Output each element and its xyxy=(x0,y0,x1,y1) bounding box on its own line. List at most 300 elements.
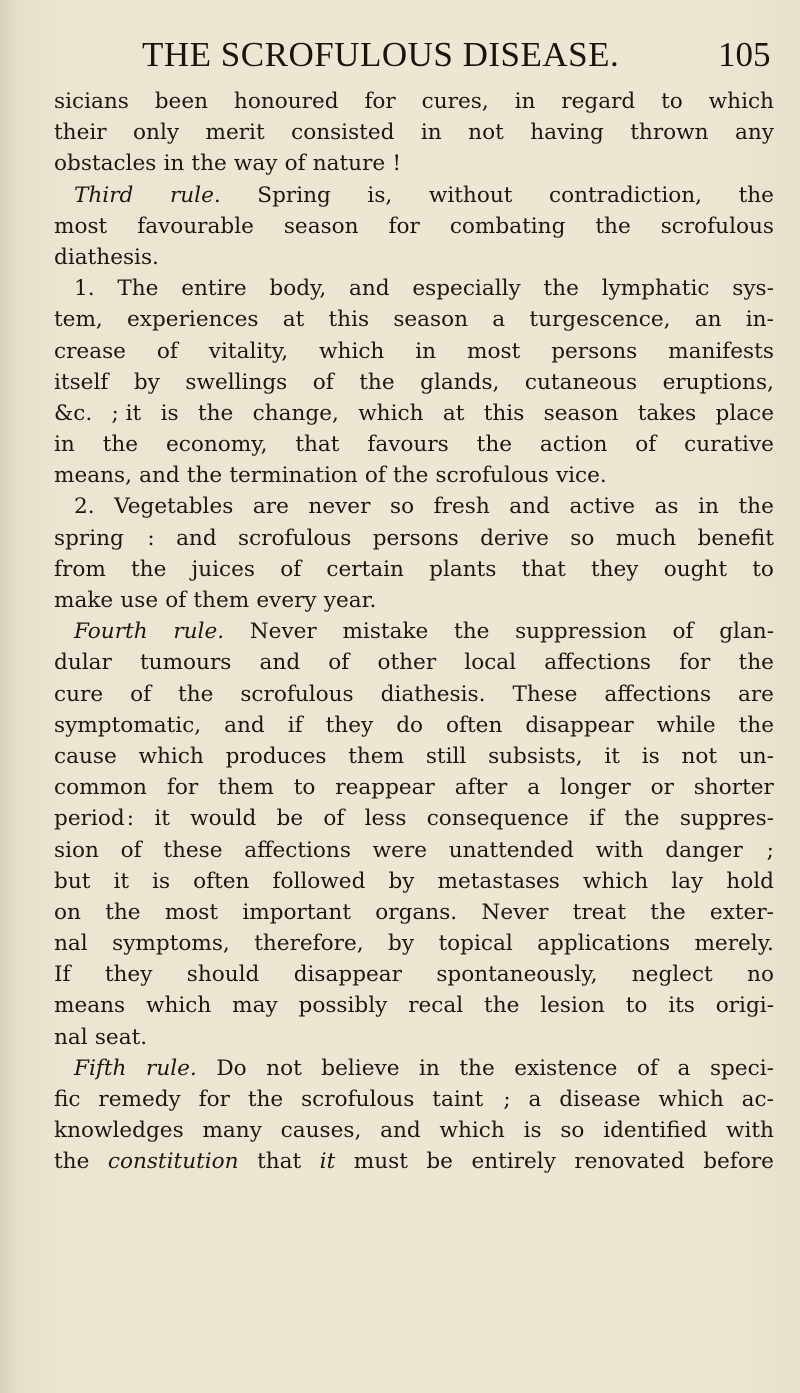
word: to xyxy=(625,993,648,1019)
word: disappear xyxy=(525,712,634,738)
word: symptoms, xyxy=(112,931,230,957)
word: the xyxy=(247,1087,284,1112)
text-line xyxy=(54,897,774,928)
text-line xyxy=(54,429,774,460)
word: the xyxy=(484,993,520,1019)
word: glands, xyxy=(420,369,500,395)
word: eruptions, xyxy=(662,369,774,395)
word: spontaneously, xyxy=(436,962,598,988)
word: cures, xyxy=(421,89,489,114)
word: exter- xyxy=(709,899,774,925)
word: having xyxy=(530,120,604,146)
word: the xyxy=(359,369,395,395)
text-line xyxy=(54,835,774,866)
word: &c. xyxy=(54,400,93,426)
word: still xyxy=(425,743,467,769)
word: the xyxy=(178,681,214,707)
word: certain xyxy=(326,556,404,582)
word: remedy xyxy=(98,1087,181,1112)
word: a xyxy=(527,775,541,801)
word: glan- xyxy=(719,619,774,645)
word: tumours xyxy=(140,650,232,676)
word: juices xyxy=(191,556,256,582)
word: which xyxy=(358,400,424,426)
word: year. xyxy=(323,588,377,613)
word: The xyxy=(117,276,159,302)
word: many xyxy=(202,1118,262,1144)
word: which xyxy=(138,743,204,769)
word: were xyxy=(372,837,427,863)
word: of xyxy=(284,151,306,177)
word: that xyxy=(257,1149,302,1175)
word: neglect xyxy=(631,962,713,988)
text-line xyxy=(54,1084,774,1115)
word: for xyxy=(679,650,711,676)
word: they xyxy=(590,556,639,582)
word: at xyxy=(282,307,305,333)
word: These xyxy=(512,681,578,707)
word: it xyxy=(319,1149,336,1175)
word: knowledges xyxy=(54,1118,184,1144)
word: this xyxy=(328,307,370,333)
word: so xyxy=(560,1118,585,1144)
word: contradiction, xyxy=(548,182,703,208)
word: therefore, xyxy=(254,931,364,957)
word: rule. xyxy=(146,1055,197,1081)
word: not xyxy=(468,120,504,146)
text-line xyxy=(54,616,774,647)
text-line xyxy=(54,180,774,211)
word: taint xyxy=(432,1087,484,1112)
word: that xyxy=(295,432,340,458)
word: must xyxy=(353,1149,408,1175)
word: regard xyxy=(561,89,636,114)
word: to xyxy=(752,556,774,582)
word: favourable xyxy=(137,213,254,239)
word: lesion xyxy=(540,993,605,1019)
word: ; it xyxy=(111,400,142,426)
text-line xyxy=(54,1146,774,1177)
word: the xyxy=(738,182,774,208)
text-line xyxy=(54,273,774,304)
word: for xyxy=(166,775,199,801)
word: takes xyxy=(637,400,697,426)
word: less xyxy=(364,806,407,832)
text-line xyxy=(54,242,774,273)
word: way xyxy=(233,151,278,177)
word: is xyxy=(160,400,179,426)
text-line xyxy=(54,959,774,990)
word: mistake xyxy=(342,619,429,645)
word: if xyxy=(287,712,303,738)
word: of xyxy=(120,837,142,863)
word: shorter xyxy=(693,775,774,801)
word: the xyxy=(454,619,490,645)
word: of xyxy=(323,806,345,832)
word: with xyxy=(595,837,644,863)
word: disappear xyxy=(293,962,402,988)
word: it xyxy=(113,868,130,894)
word: scrofulous xyxy=(435,463,549,489)
word: at xyxy=(442,400,465,426)
word: merely. xyxy=(694,931,774,957)
word: be xyxy=(426,1149,453,1175)
text-line xyxy=(54,1053,774,1084)
word: Third xyxy=(74,182,134,208)
word: the xyxy=(595,213,631,239)
word: produces xyxy=(225,743,327,769)
word: suppres- xyxy=(679,806,774,832)
word: especially xyxy=(412,276,521,302)
word: in- xyxy=(745,307,774,333)
word: Spring xyxy=(257,182,331,208)
word: the xyxy=(186,463,223,489)
word: the xyxy=(105,899,141,925)
word: they xyxy=(325,712,374,738)
word: any xyxy=(735,120,774,146)
word: these xyxy=(163,837,223,863)
word: with xyxy=(725,1118,774,1144)
word: identified xyxy=(603,1118,708,1144)
word: cure xyxy=(54,681,104,707)
word: of xyxy=(156,338,178,364)
word: be xyxy=(276,806,304,832)
word: 1. xyxy=(74,276,95,302)
word: is xyxy=(523,1118,542,1144)
text-line xyxy=(54,491,774,522)
word: If xyxy=(54,962,71,988)
word: dular xyxy=(54,650,112,676)
word: to xyxy=(293,775,316,801)
word: fresh xyxy=(433,494,490,520)
word: for xyxy=(198,1087,230,1112)
text-line xyxy=(54,304,774,335)
word: by xyxy=(388,931,415,957)
word: not xyxy=(681,743,718,769)
word: subsists, xyxy=(488,743,583,769)
word: recal xyxy=(408,993,464,1019)
word: should xyxy=(186,962,260,988)
word: topical xyxy=(438,931,513,957)
word: cause xyxy=(54,743,117,769)
word: scrofulous xyxy=(301,1087,415,1112)
word: the xyxy=(459,1055,495,1081)
body-text xyxy=(54,86,774,1178)
word: in xyxy=(163,151,185,177)
word: in xyxy=(419,1055,440,1081)
word: plants xyxy=(429,556,497,582)
word: organs. xyxy=(375,899,458,925)
word: vice. xyxy=(555,463,607,489)
word: of xyxy=(637,1055,658,1081)
word: manifests xyxy=(668,338,774,364)
word: of xyxy=(312,369,334,395)
word: affections xyxy=(604,681,712,707)
text-line xyxy=(54,647,774,678)
word: persons xyxy=(372,525,459,551)
word: un- xyxy=(738,743,774,769)
word: may xyxy=(232,993,278,1019)
word: means xyxy=(54,993,126,1019)
word: for xyxy=(388,213,420,239)
word: ; xyxy=(764,837,774,863)
text-line xyxy=(54,741,774,772)
word: Do xyxy=(216,1055,247,1081)
word: merit xyxy=(205,120,265,146)
word: of xyxy=(130,681,152,707)
word: by xyxy=(133,369,160,395)
word: is, xyxy=(367,182,393,208)
word: them xyxy=(193,588,250,613)
word: benefit xyxy=(697,525,774,551)
word: and xyxy=(139,463,180,489)
word: danger xyxy=(665,837,743,863)
word: Fourth xyxy=(74,619,148,645)
word: season xyxy=(543,400,619,426)
word: on xyxy=(54,899,81,925)
word: change, xyxy=(252,400,339,426)
word: would xyxy=(190,806,257,832)
word: often xyxy=(193,868,250,894)
text-line xyxy=(54,772,774,803)
word: experiences xyxy=(127,307,259,333)
word: nature xyxy=(312,151,386,177)
text-line xyxy=(54,86,774,117)
text-line xyxy=(54,1022,774,1053)
word: symptomatic, xyxy=(54,712,202,738)
word: action xyxy=(539,432,608,458)
word: the xyxy=(197,400,234,426)
word: Never xyxy=(481,899,549,925)
word: it xyxy=(604,743,620,769)
word: never xyxy=(308,494,371,520)
word: so xyxy=(389,494,415,520)
page-number: 105 xyxy=(718,35,771,74)
word: of xyxy=(672,619,694,645)
word: possibly xyxy=(298,993,388,1019)
word: which xyxy=(145,993,212,1019)
word: which xyxy=(319,338,385,364)
word: metastases xyxy=(437,868,560,894)
word: thrown xyxy=(630,120,709,146)
word: been xyxy=(154,89,209,114)
word: is xyxy=(152,868,171,894)
word: in xyxy=(514,89,536,114)
word: the xyxy=(543,276,579,302)
text-line xyxy=(54,710,774,741)
word: which xyxy=(439,1118,505,1144)
text-line xyxy=(54,990,774,1021)
word: other xyxy=(377,650,437,676)
word: seat. xyxy=(94,1024,148,1050)
word: are xyxy=(252,494,289,520)
word: reappear xyxy=(335,775,435,801)
text-line xyxy=(54,117,774,148)
word: not xyxy=(266,1055,302,1081)
word: the xyxy=(476,432,513,458)
word: sys- xyxy=(732,276,774,302)
word: origi- xyxy=(715,993,774,1019)
word: if xyxy=(589,806,604,832)
word: ought xyxy=(663,556,728,582)
word: termination xyxy=(229,463,358,489)
word: this xyxy=(483,400,525,426)
word: most xyxy=(164,899,219,925)
word: speci- xyxy=(709,1055,774,1081)
word: 2. xyxy=(74,494,95,520)
word: itself xyxy=(54,369,109,395)
text-line xyxy=(54,928,774,959)
text-line xyxy=(54,148,774,179)
word: scrofulous xyxy=(240,681,354,707)
word: while xyxy=(656,712,716,738)
word: crease xyxy=(54,338,126,364)
word: entirely xyxy=(471,1149,556,1175)
word: Never xyxy=(249,619,317,645)
word: an xyxy=(694,307,722,333)
word: as xyxy=(654,494,679,520)
word: after xyxy=(454,775,508,801)
word: derive xyxy=(480,525,549,551)
word: common xyxy=(54,775,147,801)
word: them xyxy=(218,775,274,801)
word: hold xyxy=(726,868,774,894)
word: longer xyxy=(559,775,631,801)
text-line xyxy=(54,523,774,554)
word: economy, xyxy=(165,432,268,458)
word: causes, xyxy=(280,1118,362,1144)
word: the xyxy=(102,432,139,458)
word: tem, xyxy=(54,307,103,333)
word: scrofulous xyxy=(238,525,352,551)
word: entire xyxy=(181,276,247,302)
word: often xyxy=(446,712,503,738)
text-line xyxy=(54,367,774,398)
word: affections xyxy=(544,650,651,676)
word: a xyxy=(528,1087,542,1112)
word: most xyxy=(467,338,521,364)
word: period : xyxy=(54,806,135,832)
word: use xyxy=(120,588,159,613)
word: in xyxy=(54,432,75,458)
word: believe xyxy=(321,1055,400,1081)
word: place xyxy=(715,400,774,426)
word: diathesis. xyxy=(54,244,159,270)
word: of xyxy=(328,650,350,676)
word: nal xyxy=(54,1024,88,1050)
word: obstacles xyxy=(54,151,157,177)
word: by xyxy=(388,868,415,894)
word: no xyxy=(747,962,774,988)
word: local xyxy=(464,650,517,676)
word: the xyxy=(624,806,660,832)
word: a xyxy=(677,1055,691,1081)
word: curative xyxy=(684,432,774,458)
text-line xyxy=(54,398,774,429)
word: for xyxy=(364,89,396,114)
word: much xyxy=(615,525,677,551)
word: Vegetables xyxy=(114,494,234,520)
word: and xyxy=(176,525,217,551)
word: means, xyxy=(54,463,132,489)
word: in xyxy=(415,338,437,364)
word: it xyxy=(154,806,170,832)
word: of xyxy=(635,432,657,458)
word: sicians xyxy=(54,89,129,114)
word: nal xyxy=(54,931,88,957)
word: favours xyxy=(367,432,449,458)
word: renovated xyxy=(574,1149,685,1175)
word: of xyxy=(280,556,302,582)
word: season xyxy=(393,307,469,333)
word: and xyxy=(348,276,390,302)
word: are xyxy=(737,681,774,707)
text-line xyxy=(54,679,774,710)
text-line xyxy=(54,211,774,242)
text-line xyxy=(54,336,774,367)
word: the xyxy=(738,494,774,520)
word: to xyxy=(661,89,683,114)
word: in xyxy=(420,120,442,146)
word: make xyxy=(54,588,114,613)
word: scrofulous xyxy=(660,213,774,239)
word: and xyxy=(509,494,550,520)
word: ! xyxy=(392,151,401,177)
word: disease xyxy=(559,1087,641,1112)
word: cutaneous xyxy=(524,369,638,395)
word: its xyxy=(668,993,695,1019)
word: consequence xyxy=(426,806,569,832)
word: only xyxy=(133,120,180,146)
running-head xyxy=(0,30,800,80)
word: rule. xyxy=(173,619,225,645)
word: ac- xyxy=(741,1087,774,1112)
word: ; xyxy=(501,1087,511,1112)
word: or xyxy=(650,775,674,801)
word: a xyxy=(492,307,506,333)
word: them xyxy=(348,743,405,769)
word: the xyxy=(54,1149,90,1175)
word: before xyxy=(703,1149,774,1175)
word: their xyxy=(54,120,107,146)
text-line xyxy=(54,460,774,491)
word: : xyxy=(145,525,155,551)
word: in xyxy=(698,494,719,520)
word: rule. xyxy=(169,182,221,208)
word: active xyxy=(569,494,635,520)
word: the xyxy=(650,899,686,925)
word: which xyxy=(582,868,649,894)
word: sion xyxy=(54,837,99,863)
word: but xyxy=(54,868,91,894)
word: suppression xyxy=(515,619,647,645)
word: which xyxy=(658,1087,724,1112)
word: the xyxy=(738,712,774,738)
word: is xyxy=(641,743,660,769)
text-line xyxy=(54,866,774,897)
word: honoured xyxy=(233,89,339,114)
word: the xyxy=(738,650,774,676)
word: and xyxy=(259,650,301,676)
word: the xyxy=(191,151,227,177)
word: lymphatic xyxy=(601,276,710,302)
word: vitality, xyxy=(208,338,289,364)
word: important xyxy=(242,899,352,925)
word: diathesis. xyxy=(380,681,486,707)
word: the xyxy=(130,556,167,582)
word: treat xyxy=(572,899,627,925)
word: that xyxy=(521,556,566,582)
